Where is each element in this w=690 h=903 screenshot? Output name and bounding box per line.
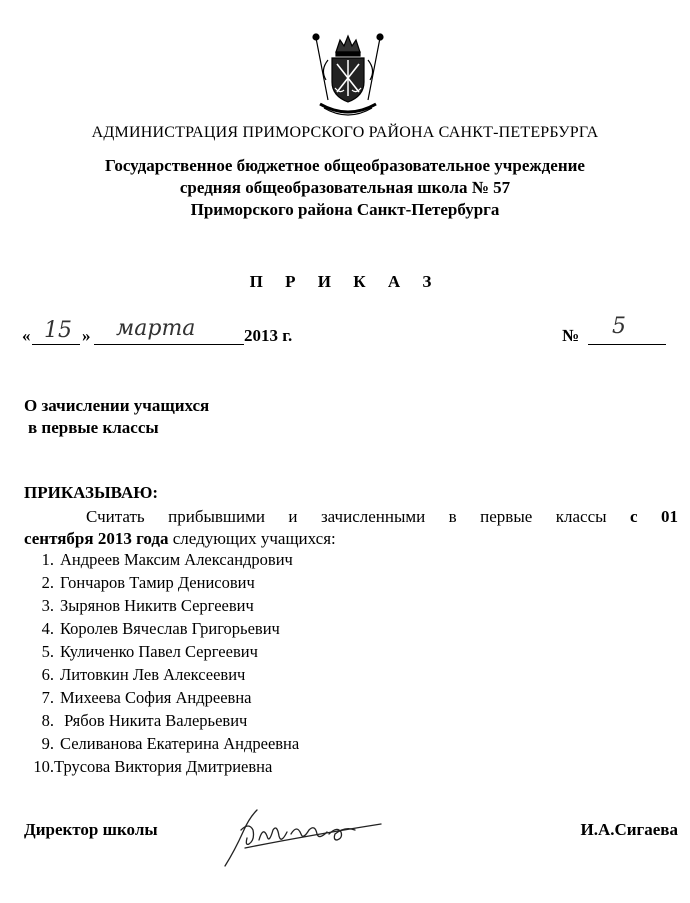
list-number: 8. [41,711,54,730]
list-item [20,686,299,709]
subject-line-2: в первые классы [28,418,159,437]
order-text-plain-1: Считать прибывшими и зачисленными в первые классы [86,507,630,526]
date-year: 2013 г. [244,326,293,345]
list-number: 10. [33,757,54,776]
student-name: Королев Вячеслав Григорьевич [60,619,280,638]
student-name: Литовкин Лев Алексеевич [60,665,246,684]
student-name: Селиванова Екатерина Андреевна [60,734,300,753]
date-open-quote: « [22,326,31,345]
list-number: 9. [41,734,54,753]
subject-line-1: О зачислении учащихся [24,396,210,415]
list-item [20,594,299,617]
order-subject [24,395,209,439]
order-text-bold-2: сентября 2013 года [24,529,169,548]
list-number: 2. [41,573,54,592]
list-number: 1. [41,550,54,569]
student-name: Куличенко Павел Сергеевич [60,642,258,661]
signature-icon [205,800,405,870]
list-item [20,571,299,594]
date-line [22,314,682,352]
order-text [24,506,678,550]
list-item [20,640,299,663]
administration-title: АДМИНИСТРАЦИЯ ПРИМОРСКОГО РАЙОНА САНКТ-ПЕТЕРБУРГА [91,124,599,141]
student-list [20,548,299,778]
day-underline [32,344,80,345]
list-item [20,663,299,686]
order-number-label: № [562,326,580,345]
org-name-line-3: Приморского района Санкт-Петербурга [190,200,500,219]
student-name: Гончаров Тамир Денисович [60,573,255,592]
list-number: 3. [41,596,54,615]
org-name-line-2: средняя общеобразовательная школа № 57 [179,178,511,197]
list-item [20,617,299,640]
date-close-quote: » [82,326,91,345]
date-day-handwritten: 15 [44,318,72,343]
document-title: П Р И К А З [249,272,441,291]
list-number: 7. [41,688,54,707]
list-number: 4. [41,619,54,638]
month-underline [94,344,244,345]
list-number: 5. [41,642,54,661]
order-text-bold-1: с 01 [630,507,678,526]
list-item [20,548,299,571]
order-heading: ПРИКАЗЫВАЮ: [24,483,159,502]
order-text-line-1 [24,506,678,528]
number-underline [588,344,666,345]
student-name: Рябов Никита Валерьевич [60,711,248,730]
student-name: Трусова Виктория Дмитриевна [54,757,273,776]
list-number: 6. [41,665,54,684]
order-text-line-2 [24,528,678,550]
student-name: Михеева София Андреевна [60,688,252,707]
student-name: Зырянов Никитв Сергеевич [60,596,254,615]
director-title: Директор школы [24,820,158,839]
list-item [20,732,299,755]
director-name: И.А.Сигаева [580,820,678,839]
student-name: Андреев Максим Александрович [60,550,293,569]
date-month-handwritten: марта [116,316,196,341]
org-name-line-1: Государственное бюджетное общеобразовательное учреждение [105,156,585,175]
list-item [20,755,299,778]
order-text-plain-2: следующих учащихся: [168,529,336,548]
order-number-handwritten: 5 [612,314,626,339]
list-item [20,709,299,732]
coat-of-arms-icon [306,30,390,122]
